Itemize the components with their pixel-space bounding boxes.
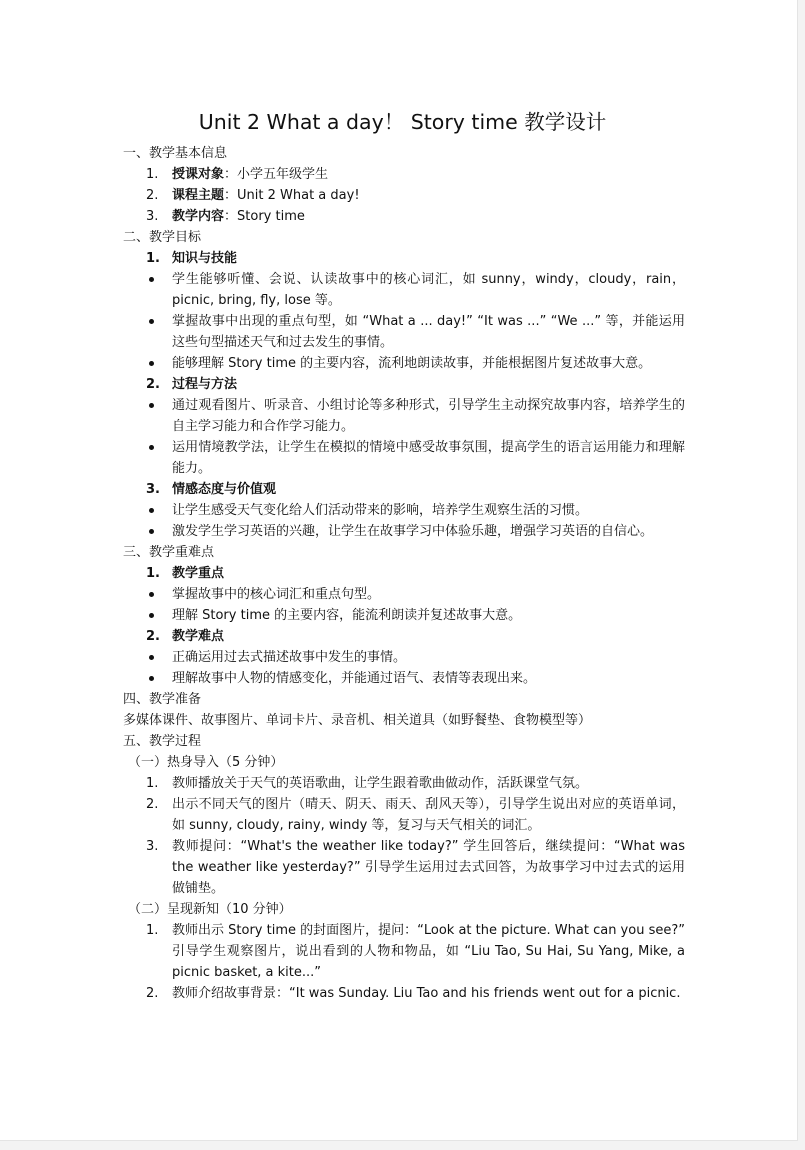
info-item-audience: 1. 授课对象：小学五年级学生 xyxy=(146,167,329,182)
info-key: 课程主题 xyxy=(172,188,225,203)
section-heading-objectives: 二、教学目标 xyxy=(123,230,202,245)
info-key: 授课对象 xyxy=(172,167,225,182)
subsection-attitude-values: 3. 情感态度与价值观 xyxy=(146,482,277,497)
list-item: 学生能够听懂、会说、认读故事中的核心词汇，如 sunny，windy，cloudy，rain，picnic, bring, fly, lose 等。 xyxy=(123,269,685,311)
subsection-process-methods: 2. 过程与方法 xyxy=(146,377,238,392)
document-title: Unit 2 What a day！ Story time 教学设计 xyxy=(198,110,607,134)
section-heading-basic-info: 一、教学基本信息 xyxy=(123,146,228,161)
step-item: 1. 教师播放关于天气的英语歌曲，让学生跟着歌曲做动作，活跃课堂气氛。 xyxy=(146,776,589,791)
step-item: 3. 教师提问：“What's the weather like today?” 学生回答后，继续提问：“What was the weather like yesterday?” 引导学生运用过去式回答，为故事学习中过去式的运用做铺垫。 xyxy=(146,839,685,896)
info-value: ：Unit 2 What a day! xyxy=(224,188,360,203)
list-item: 激发学生学习英语的兴趣，让学生在故事学习中体验乐趣，增强学习英语的自信心。 xyxy=(123,521,685,542)
info-item-topic: 2. 课程主题：Unit 2 What a day! xyxy=(146,188,360,203)
step-item: 2. 教师介绍故事背景：“It was Sunday. Liu Tao and his friends went out for a picnic. xyxy=(146,986,681,1001)
list-item: 正确运用过去式描述故事中发生的事情。 xyxy=(123,647,685,668)
list-item: 运用情境教学法，让学生在模拟的情境中感受故事氛围，提高学生的语言运用能力和理解能力。 xyxy=(123,437,685,479)
list-item: 掌握故事中的核心词汇和重点句型。 xyxy=(123,584,685,605)
document-body xyxy=(123,143,685,1004)
list-item: 让学生感受天气变化给人们活动带来的影响，培养学生观察生活的习惯。 xyxy=(123,500,685,521)
list-item: 理解故事中人物的情感变化，并能通过语气、表情等表现出来。 xyxy=(123,668,685,689)
phase-title-warmup: （一）热身导入（5 分钟） xyxy=(128,755,284,770)
info-item-content: 3. 教学内容：Story time xyxy=(146,209,305,224)
list-item: 理解 Story time 的主要内容，能流利朗读并复述故事大意。 xyxy=(123,605,685,626)
subsection-difficulties: 2. 教学难点 xyxy=(146,629,225,644)
list-item: 掌握故事中出现的重点句型，如 “What a ... day!” “It was ...” “We ...” 等，并能运用这些句型描述天气和过去发生的事情。 xyxy=(123,311,685,353)
section-heading-preparation: 四、教学准备 xyxy=(123,692,202,707)
info-key: 教学内容 xyxy=(172,209,225,224)
step-item: 2. 出示不同天气的图片（晴天、阴天、雨天、刮风天等），引导学生说出对应的英语单词，如 sunny, cloudy, rainy, windy 等，复习与天气相关的词汇。 xyxy=(146,797,685,833)
info-value: ：Story time xyxy=(224,209,305,224)
list-item: 能够理解 Story time 的主要内容，流利地朗读故事，并能根据图片复述故事大意。 xyxy=(123,353,685,374)
preparation-text: 多媒体课件、故事图片、单词卡片、录音机、相关道具（如野餐垫、食物模型等） xyxy=(123,713,592,728)
section-heading-process: 五、教学过程 xyxy=(123,734,202,749)
info-value: ：小学五年级学生 xyxy=(224,167,329,182)
section-heading-key-points: 三、教学重难点 xyxy=(123,545,215,560)
step-item: 1. 教师出示 Story time 的封面图片，提问：“Look at the picture. What can you see?” 引导学生观察图片，说出看到的人物和物品，如 “Liu Tao, Su Hai, Su Yang, Mike, a picnic basket, a kite...” xyxy=(146,923,685,980)
phase-title-presentation: （二）呈现新知（10 分钟） xyxy=(128,902,292,917)
subsection-key-points: 1. 教学重点 xyxy=(146,566,225,581)
subsection-knowledge-skills: 1. 知识与技能 xyxy=(146,251,238,266)
list-item: 通过观看图片、听录音、小组讨论等多种形式，引导学生主动探究故事内容，培养学生的自主学习能力和合作学习能力。 xyxy=(123,395,685,437)
